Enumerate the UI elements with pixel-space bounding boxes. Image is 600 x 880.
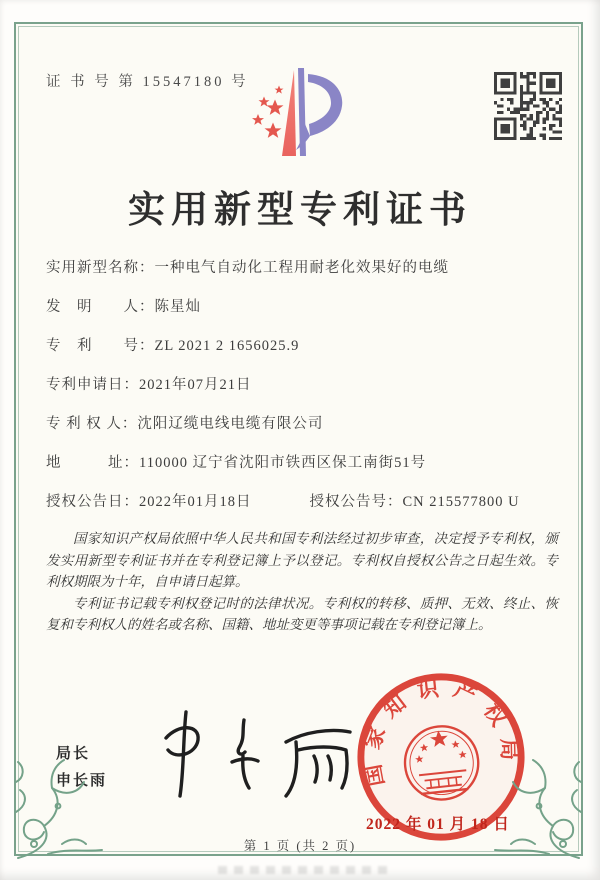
field-grant-announcement [46, 490, 560, 510]
certificate-title: 实用新型专利证书 [128, 190, 472, 231]
handwritten-signature-icon [148, 698, 358, 806]
field-label: 发 明 人： [46, 299, 155, 315]
legal-paragraph-2: 专利证书记载专利权登记时的法律状况。专利权的转移、质押、无效、终止、恢复和专利权人的姓名或名称、国籍、地址变更等事项记载在专利登记簿上。 [46, 595, 558, 632]
column-gap [252, 490, 310, 505]
field-value: 沈阳辽缆电线电缆有限公司 [137, 416, 324, 432]
field-value: 陈星灿 [154, 299, 201, 315]
grant-number-label: 授权公告号： [309, 494, 403, 510]
floral-corner-ornament-left-icon [12, 748, 108, 860]
legal-paragraph-1: 国家知识产权局依照中华人民共和国专利法经过初步审查，决定授予专利权，颁发实用新型专利证书并在专利登记簿上予以登记。专利权自授权公告之日起生效。专利权期限为十年，自申请日起算。 [46, 531, 558, 589]
field-application-date [46, 373, 560, 393]
certificate-number: 证 书 号 第 15547180 号 [46, 74, 249, 90]
floral-corner-ornament-right-icon [489, 748, 585, 860]
field-value: 2021年07月21日 [139, 377, 252, 393]
field-value: ZL 2021 2 1656025.9 [154, 338, 300, 354]
seal-date: 2022 年 01 月 18 日 [366, 816, 510, 833]
seal-ring-text: 国家知识产权局 [358, 675, 522, 789]
legal-text [46, 528, 558, 636]
field-patent-number [46, 334, 560, 354]
signer-title: 局长 [56, 745, 91, 762]
field-label: 专 利 号： [46, 338, 155, 354]
certificate-fields [46, 256, 560, 529]
page-indicator: 第 1 页 (共 2 页) [243, 839, 357, 853]
field-inventor [46, 295, 560, 315]
grant-date-value: 2022年01月18日 [139, 494, 252, 510]
field-address [46, 451, 560, 471]
field-label: 专利申请日： [46, 377, 139, 393]
cnipa-logo-icon [238, 58, 364, 166]
field-label: 专 利 权 人： [46, 416, 138, 432]
field-label: 实用新型名称： [46, 260, 155, 276]
field-value: 110000 辽宁省沈阳市铁西区保工南街51号 [139, 455, 427, 471]
signer-name: 申长雨 [56, 772, 108, 789]
qr-code-icon [494, 72, 562, 140]
field-utility-model-name [46, 256, 560, 276]
field-value: 一种电气自动化工程用耐老化效果好的电缆 [154, 260, 449, 276]
field-label: 地 址： [46, 455, 139, 471]
grant-number-value: CN 215577800 U [402, 494, 520, 510]
field-patentee [46, 412, 560, 432]
bleed-through-marks [218, 866, 388, 874]
grant-date-label: 授权公告日： [46, 494, 139, 510]
